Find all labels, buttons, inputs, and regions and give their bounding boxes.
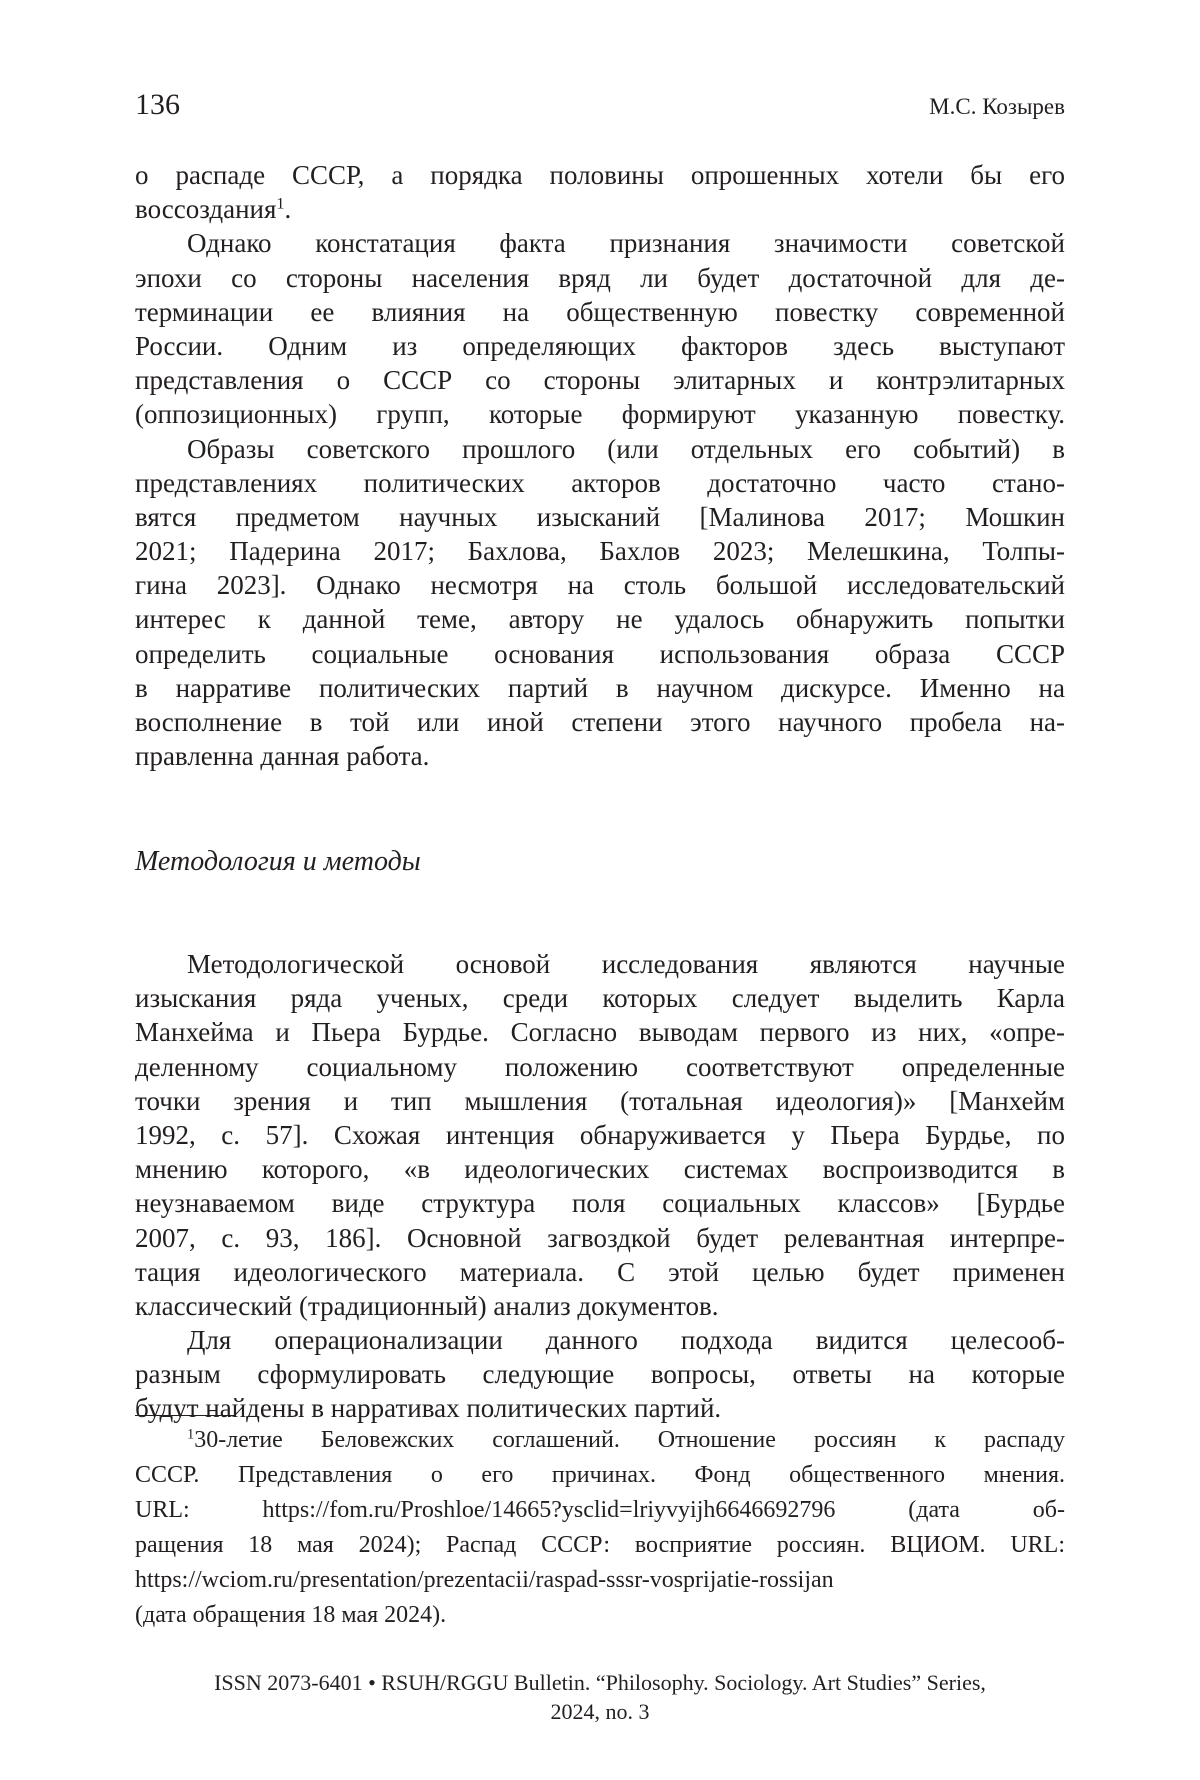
footnote-text: URL: https://fom.ru/Proshloe/14665?ysclid=lriyvyijh6646692796 (дата об- bbox=[135, 1497, 1065, 1523]
text-line bbox=[135, 602, 1065, 636]
line-text: в нарративе политических партий в научном дискурсе. Именно на bbox=[135, 673, 1065, 703]
text-line bbox=[135, 534, 1065, 568]
footer-journal-line: ISSN 2073-6401 • RSUH/RGGU Bulletin. “Philosophy. Sociology. Art Studies” Series, bbox=[135, 1668, 1065, 1697]
line-text: 1992, с. 57]. Схожая интенция обнаруживается у Пьера Бурдье, по bbox=[135, 1120, 1065, 1150]
line-text: Для операционализации данного подхода видится целесооб- bbox=[187, 1325, 1065, 1355]
footnote-line bbox=[135, 1563, 1065, 1598]
text-line bbox=[135, 637, 1065, 671]
footnote-text: (дата обращения 18 мая 2024). bbox=[135, 1602, 446, 1628]
text-line bbox=[135, 671, 1065, 705]
page-footer bbox=[135, 1668, 1065, 1726]
paragraph bbox=[135, 1323, 1065, 1426]
line-text: тация идеологического материала. С этой целью будет применен bbox=[135, 1257, 1065, 1287]
text-line bbox=[135, 397, 1065, 431]
line-text: деленному социальному положению соответствуют определенные bbox=[135, 1052, 1065, 1082]
text-line bbox=[135, 1015, 1065, 1049]
line-text: классический (традиционный) анализ документов. bbox=[135, 1291, 718, 1321]
page-number: 136 bbox=[135, 88, 180, 122]
line-text: определить социальные основания использования образа СССР bbox=[135, 639, 1065, 669]
line-text: . bbox=[285, 194, 292, 224]
footnote-line bbox=[135, 1493, 1065, 1528]
text-line bbox=[135, 1391, 1065, 1425]
line-text: (оппозиционных) групп, которые формируют указанную повестку. bbox=[135, 399, 1065, 429]
text-line bbox=[135, 363, 1065, 397]
paragraph bbox=[135, 226, 1065, 431]
text-line bbox=[135, 1118, 1065, 1152]
footnote-text: ращения 18 мая 2024); Распад СССР: восприятие россиян. ВЦИОМ. URL: bbox=[135, 1532, 1065, 1558]
line-text: точки зрения и тип мышления (тотальная идеология)» [Манхейм bbox=[135, 1086, 1065, 1116]
footnote-text: СССР. Представления о его причинах. Фонд общественного мнения. bbox=[135, 1462, 1065, 1488]
line-text: 2021; Падерина 2017; Бахлова, Бахлов 2023; Мелешкина, Толпы- bbox=[135, 536, 1065, 566]
line-text: воссоздания bbox=[135, 194, 276, 224]
line-text: интерес к данной теме, автору не удалось обнаружить попытки bbox=[135, 604, 1065, 634]
footnote-text: 30-летие Беловежских соглашений. Отношение россиян к распаду bbox=[194, 1427, 1065, 1453]
text-line bbox=[135, 158, 1065, 192]
text-line bbox=[135, 739, 1065, 773]
text-line bbox=[135, 1221, 1065, 1255]
footnote-line bbox=[135, 1458, 1065, 1493]
line-text: 2007, с. 93, 186]. Основной загвоздкой будет релевантная интерпре- bbox=[135, 1223, 1065, 1253]
text-line bbox=[135, 1186, 1065, 1220]
line-text: неузнаваемом виде структура поля социальных классов» [Бурдье bbox=[135, 1188, 1065, 1218]
footnote-separator bbox=[135, 1415, 235, 1416]
text-line bbox=[135, 466, 1065, 500]
text-line bbox=[135, 568, 1065, 602]
paragraph bbox=[135, 432, 1065, 774]
line-text: изыскания ряда ученых, среди которых следует выделить Карла bbox=[135, 983, 1065, 1013]
line-text: гина 2023]. Однако несмотря на столь большой исследовательский bbox=[135, 570, 1065, 600]
line-text: восполнение в той или иной степени этого научного пробела на- bbox=[135, 707, 1065, 737]
footer-issue-line: 2024, no. 3 bbox=[135, 1697, 1065, 1726]
text-line bbox=[135, 329, 1065, 363]
line-text: Методологической основой исследования являются научные bbox=[187, 949, 1065, 979]
footnote-ref: 1 bbox=[276, 194, 284, 212]
line-text: о распаде СССР, а порядка половины опрошенных хотели бы его bbox=[135, 160, 1065, 190]
section-heading: Методология и методы bbox=[135, 845, 421, 879]
footnote-line bbox=[135, 1423, 1065, 1458]
line-text: правленна данная работа. bbox=[135, 741, 429, 771]
text-line bbox=[135, 1357, 1065, 1391]
line-text: вятся предметом научных изысканий [Малинова 2017; Мошкин bbox=[135, 502, 1065, 532]
line-text: эпохи со стороны населения вряд ли будет достаточной для де- bbox=[135, 263, 1065, 293]
text-line bbox=[135, 500, 1065, 534]
text-line bbox=[135, 1289, 1065, 1323]
line-text: Однако констатация факта признания значимости советской bbox=[187, 228, 1065, 258]
footnote-text: https://wciom.ru/presentation/prezentacii/raspad-sssr-vosprijatie-rossijan bbox=[135, 1567, 834, 1593]
text-line bbox=[135, 981, 1065, 1015]
text-line bbox=[135, 1050, 1065, 1084]
line-text: представлениях политических акторов достаточно часто стано- bbox=[135, 468, 1065, 498]
text-line bbox=[135, 295, 1065, 329]
line-text: будут найдены в нарративах политических партий. bbox=[135, 1393, 721, 1423]
text-line bbox=[135, 947, 1065, 981]
text-line bbox=[135, 192, 1065, 226]
text-line bbox=[135, 1152, 1065, 1186]
line-text: мнению которого, «в идеологических системах воспроизводится в bbox=[135, 1154, 1065, 1184]
text-line bbox=[135, 226, 1065, 260]
footnote-line bbox=[135, 1528, 1065, 1563]
paragraph bbox=[135, 158, 1065, 226]
text-line bbox=[135, 705, 1065, 739]
text-line bbox=[135, 1084, 1065, 1118]
footnote-line bbox=[135, 1598, 1065, 1633]
line-text: Манхейма и Пьера Бурдье. Согласно выводам первого из них, «опре- bbox=[135, 1017, 1065, 1047]
text-line bbox=[135, 432, 1065, 466]
paragraph bbox=[135, 947, 1065, 1323]
body-section-intro bbox=[135, 158, 1065, 773]
line-text: терминации ее влияния на общественную повестку современной bbox=[135, 297, 1065, 327]
line-text: разным сформулировать следующие вопросы, ответы на которые bbox=[135, 1359, 1065, 1389]
line-text: Образы советского прошлого (или отдельных его событий) в bbox=[187, 434, 1065, 464]
text-line bbox=[135, 1255, 1065, 1289]
footnote bbox=[135, 1423, 1065, 1633]
text-line bbox=[135, 261, 1065, 295]
body-section-methodology bbox=[135, 947, 1065, 1426]
footnote-marker: 1 bbox=[187, 1426, 194, 1442]
running-head-author: М.С. Козырев bbox=[929, 94, 1065, 120]
line-text: представления о СССР со стороны элитарных и контрэлитарных bbox=[135, 365, 1065, 395]
line-text: России. Одним из определяющих факторов здесь выступают bbox=[135, 331, 1065, 361]
footnotes bbox=[135, 1423, 1065, 1633]
text-line bbox=[135, 1323, 1065, 1357]
